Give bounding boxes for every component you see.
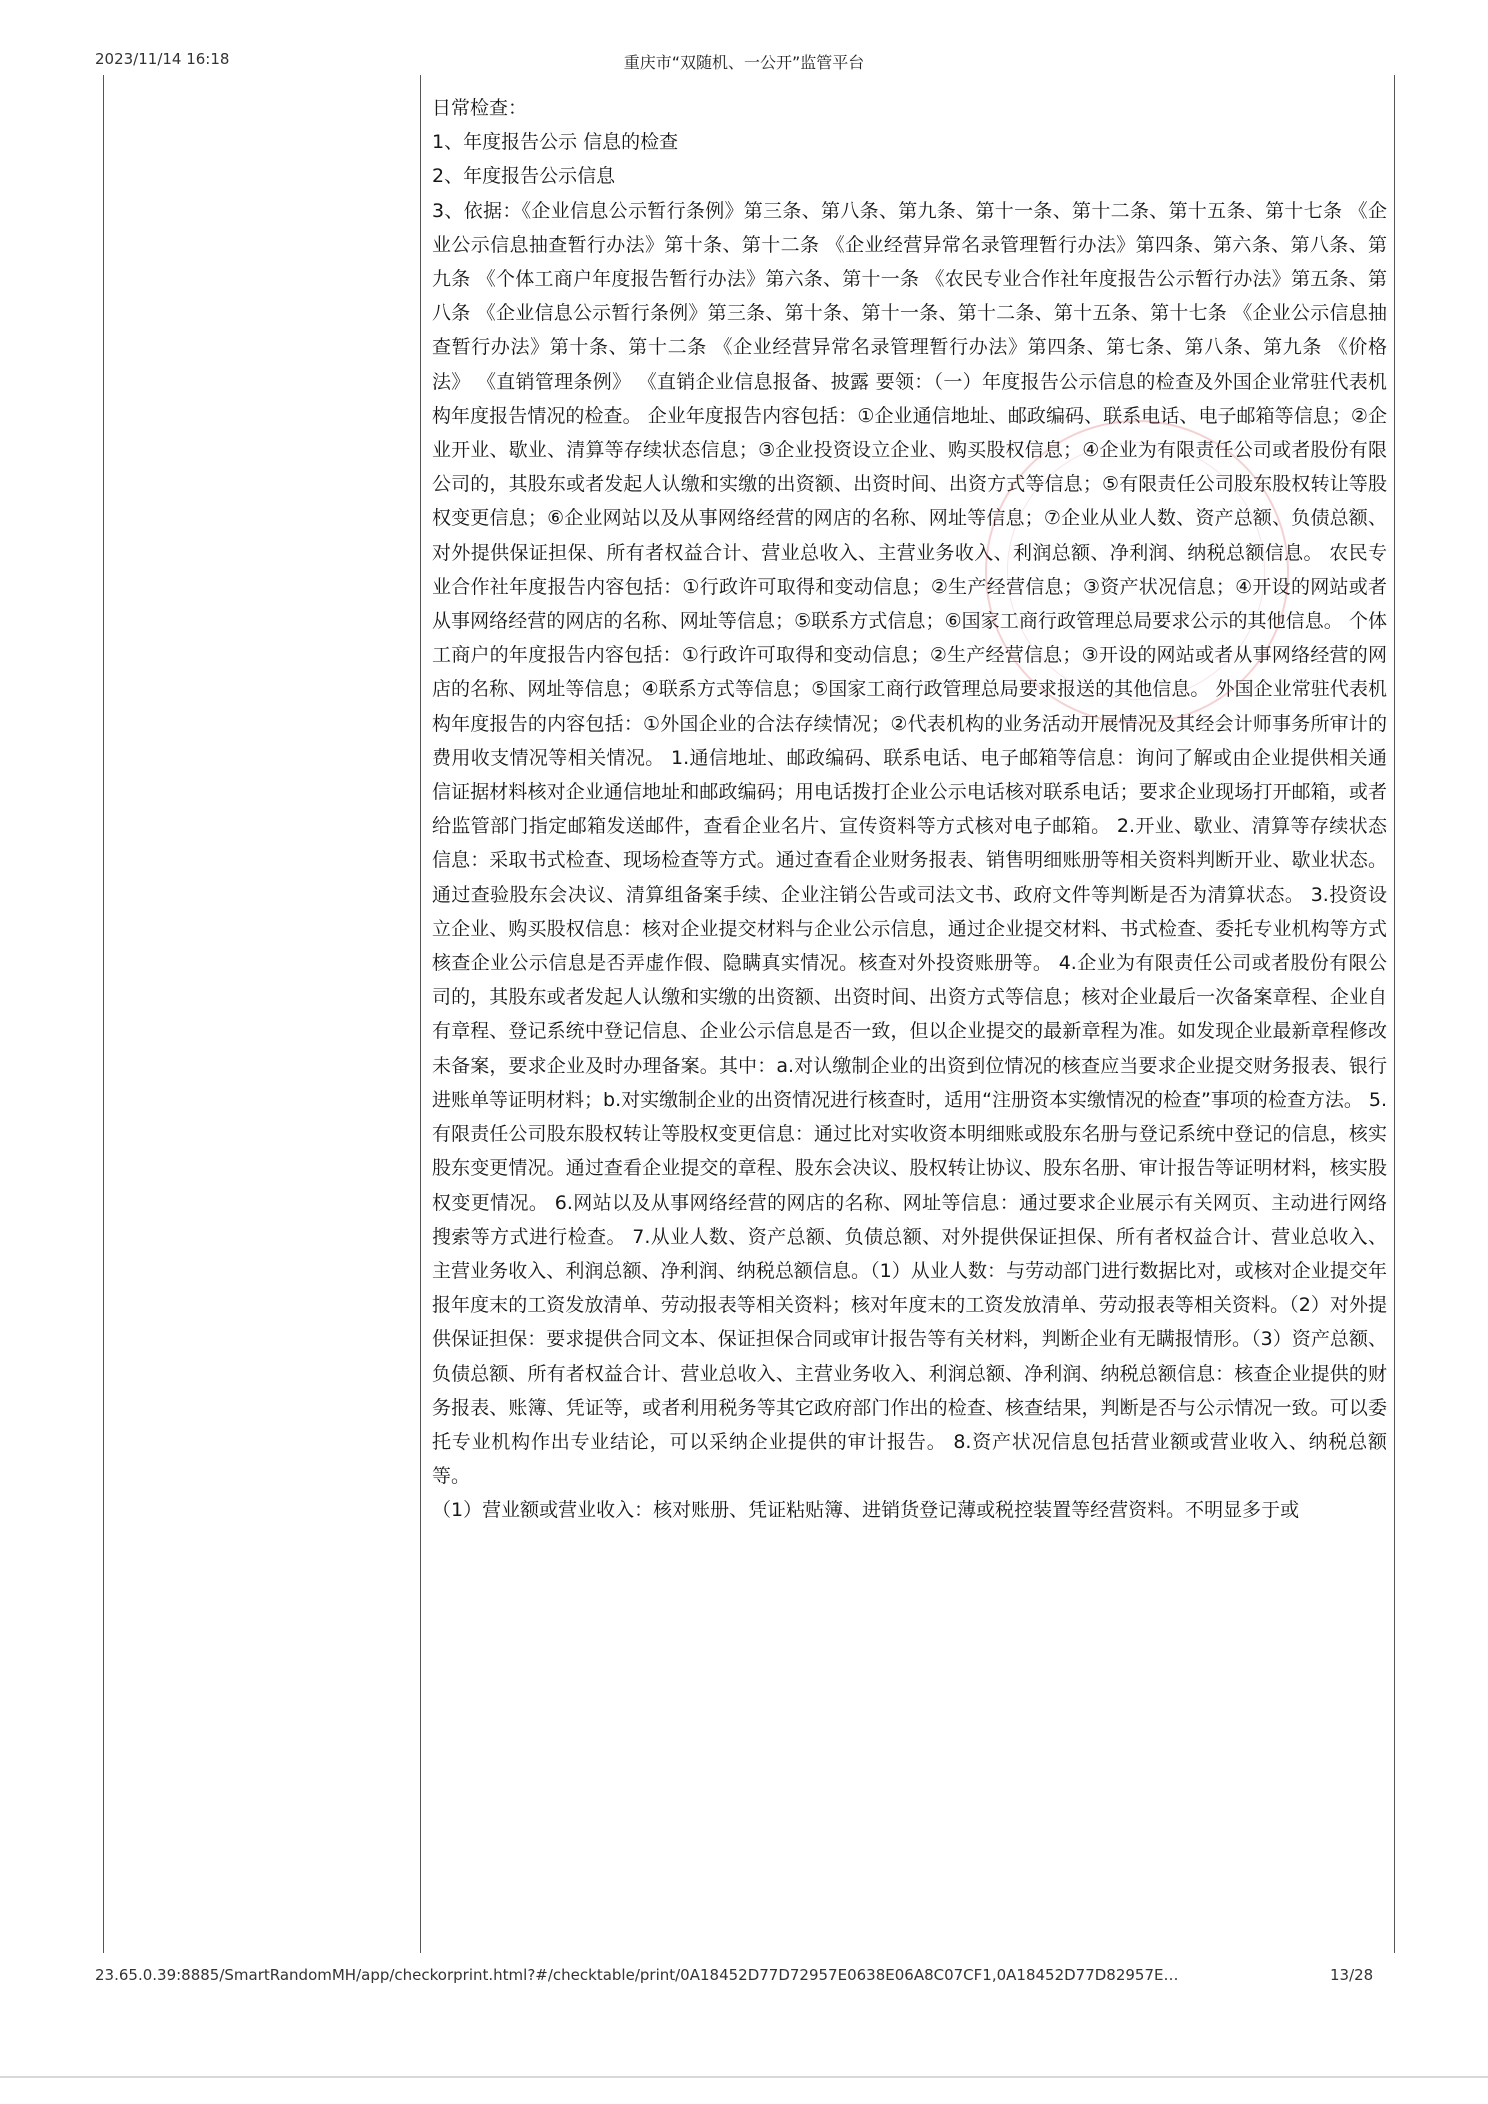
page-number: 13/28 (1330, 1966, 1374, 1984)
footer-url: 23.65.0.39:8885/SmartRandomMH/app/checkorprint.html?#/checktable/print/0A18452D77D72957E0638E06A8C07CF1,0A18452D77D82957E… (95, 1966, 1179, 1984)
content-line-1: 日常检查： (432, 97, 528, 119)
content-line-2: 1、年度报告公示 信息的检查 (432, 131, 679, 154)
content-line-3: 2、年度报告公示信息 (432, 165, 616, 188)
content-last-line: （1）营业额或营业收入：核对账册、凭证粘贴簿、进销货登记薄或税控装置等经营资料。不明显多于或 (432, 1499, 1300, 1522)
page-title: 重庆市“双随机、一公开”监管平台 (623, 53, 865, 72)
basis-paragraph: 3、依据：《企业信息公示暂行条例》第三条、第八条、第九条、第十一条、第十二条、第十五条、第十七条 《企业公示信息抽查暂行办法》第十条、第十二条 《企业经营异常名录管理暂行办法》第四条、第六条、第八条、第九条 《个体工商户年度报告暂行办法》第六条、第十一条 《农民专业合作社年度报告公示暂行办法》第五条、第八条 《企业信息公示暂行条例》第三条、第十条、第十一条、第十二条、第十五条、第十七条 《企业公示信息抽查暂行办法》第十条、第十二条 《企业经营异常名录管理暂行办法》第四条、第七条、第八条、第九条 《价格法》 《直销管理条例》 《直销企业信息报备、披露 要领：（一）年度报告公示信息的检查及外国企业常驻代表机构年度报告情况的检查。 企业年度报告内容包括：①企业通信地址、邮政编码、联系电话、电子邮箱等信息；②企业开业、歇业、清算等存续状态信息；③企业投资设立企业、购买股权信息；④企业为有限责任公司或者股份有限公司的，其股东或者发起人认缴和实缴的出资额、出资时间、出资方式等信息；⑤有限责任公司股东股权转让等股权变更信息；⑥企业网站以及从事网络经营的网店的名称、网址等信息；⑦企业从业人数、资产总额、负债总额、对外提供保证担保、所有者权益合计、营业总收入、主营业务收入、利润总额、净利润、纳税总额信息。 农民专业合作社年度报告内容包括：①行政许可取得和变动信息；②生产经营信息；③资产状况信息；④开设的网站或者从事网络经营的网店的名称、网址等信息；⑤联系方式信息；⑥国家工商行政管理总局要求公示的其他信息。 个体工商户的年度报告内容包括：①行政许可取得和变动信息；②生产经营信息；③开设的网站或者从事网络经营的网店的名称、网址等信息；④联系方式等信息；⑤国家工商行政管理总局要求报送的其他信息。 外国企业常驻代表机构年度报告的内容包括：①外国企业的合法存续情况；②代表机构的业务活动开展情况及其经会计师事务所审计的费用收支情况等相关情况。 1.通信地址、邮政编码、联系电话、电子邮箱等信息：询问了解或由企业提供相关通信证据材料核对企业通信地址和邮政编码；用电话拨打企业公示电话核对联系电话；要求企业现场打开邮箱，或者给监管部门指定邮箱发送邮件，查看企业名片、宣传资料等方式核对电子邮箱。 2.开业、歇业、清算等存续状态信息：采取书式检查、现场检查等方式。通过查看企业财务报表、销售明细账册等相关资料判断开业、歇业状态。通过查验股东会决议、清算组备案手续、企业注销公告或司法文书、政府文件等判断是否为清算状态。 3.投资设立企业、购买股权信息：核对企业提交材料与企业公示信息，通过企业提交材料、书式检查、委托专业机构等方式核查企业公示信息是否弄虚作假、隐瞒真实情况。核查对外投资账册等。 4.企业为有限责任公司或者股份有限公司的，其股东或者发起人认缴和实缴的出资额、出资时间、出资方式等信息；核对企业最后一次备案章程、企业自有章程、登记系统中登记信息、企业公示信息是否一致，但以企业提交的最新章程为准。如发现企业最新章程修改未备案，要求企业及时办理备案。其中：a.对认缴制企业的出资到位情况的核查应当要求企业提交财务报表、银行进账单等证明材料；b.对实缴制企业的出资情况进行核查时，适用“注册资本实缴情况的检查”事项的检查方法。 5.有限责任公司股东股权转让等股权变更信息：通过比对实收资本明细账或股东名册与登记系统中登记的信息，核实股东变更情况。通过查看企业提交的章程、股东会决议、股权转让协议、股东名册、审计报告等证明材料，核实股权变更情况。 6.网站以及从事网络经营的网店的名称、网址等信息：通过要求企业展示有关网页、主动进行网络搜索等方式进行检查。 7.从业人数、资产总额、负债总额、对外提供保证担保、所有者权益合计、营业总收入、主营业务收入、利润总额、净利润、纳税总额信息。（1）从业人数：与劳动部门进行数据比对，或核对企业提交年报年度末的工资发放清单、劳动报表等相关资料；核对年度末的工资发放清单、劳动报表等相关资料。（2）对外提供保证担保：要求提供合同文本、保证担保合同或审计报告等有关材料，判断企业有无瞒报情形。（3）资产总额、负债总额、所有者权益合计、营业总收入、主营业务收入、利润总额、净利润、纳税总额信息：核查企业提供的财务报表、账簿、凭证等，或者利用税务等其它政府部门作出的检查、核查结果，判断是否与公示情况一致。可以委托专业机构作出专业结论，可以采纳企业提供的审计报告。 8.资产状况信息包括营业额或营业收入、纳税总额等。 (432, 199, 1387, 1488)
scan-edge (0, 2076, 1488, 2078)
print-datetime: 2023/11/14 16:18 (95, 50, 230, 68)
column-divider (420, 75, 421, 1953)
check-content-cell (432, 91, 1387, 1528)
